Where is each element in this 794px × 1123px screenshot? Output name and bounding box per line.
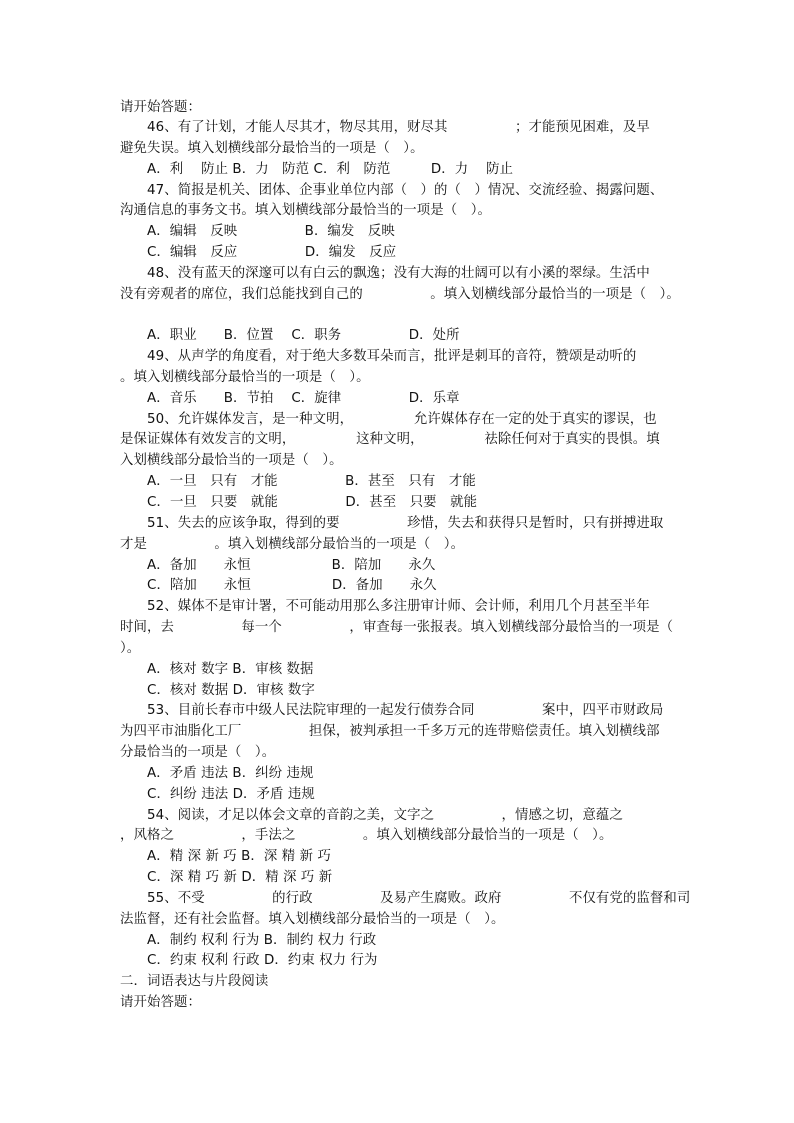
q50-line2: 是保证媒体有效发言的文明， 这种文明， 祛除任何对于真实的畏惧。填 <box>120 432 660 447</box>
q51-line1: 51、失去的应该争取，得到的要 珍惜，失去和获得只是暂时，只有拼搏进取 <box>147 516 664 531</box>
q53-line3: 分最恰当的一项是（ ）。 <box>120 745 276 760</box>
q52-options-cd: C．核对 数据 D．审核 数字 <box>147 683 315 698</box>
q54-options-ab: A．精 深 新 巧 B．深 精 新 巧 <box>147 849 331 864</box>
q52-line1: 52、媒体不是审计署，不可能动用那么多注册审计师、会计师，利用几个月甚至半年 <box>147 599 650 614</box>
q50-options-cd: C．一旦 只要 就能 D．甚至 只要 就能 <box>147 495 478 510</box>
q55-line2: 法监督，还有社会监督。填入划横线部分最恰当的一项是（ ）。 <box>120 912 505 927</box>
q55-options-ab: A．制约 权利 行为 B．制约 权力 行政 <box>147 933 377 948</box>
q50-line1: 50、允许媒体发言，是一种文明， 允许媒体存在一定的处于真实的谬误，也 <box>147 412 657 427</box>
q52-line2: 时间，去 每一个 ，审查每一张报表。填入划横线部分最恰当的一项是（ <box>120 620 674 635</box>
section-outro: 请开始答题： <box>120 995 201 1010</box>
q46-line2: 避免失误。填入划横线部分最恰当的一项是（ ）。 <box>120 141 424 156</box>
q49-line2: 。填入划横线部分最恰当的一项是（ ）。 <box>120 370 370 385</box>
q55-options-cd: C．约束 权利 行政 D．约束 权力 行为 <box>147 953 378 968</box>
q48-line1: 48、没有蓝天的深邃可以有白云的飘逸；没有大海的壮阔可以有小溪的翠绿。生活中 <box>147 266 650 281</box>
q53-line2: 为四平市油脂化工厂 担保，被判承担一千多万元的连带赔偿责任。填入划横线部 <box>120 724 660 739</box>
q48-line2: 没有旁观者的席位，我们总能找到自己的 。填入划横线部分最恰当的一项是（ ）。 <box>120 287 680 302</box>
q54-options-cd: C．深 精 巧 新 D．精 深 巧 新 <box>147 870 333 885</box>
q48-options: A．职业 B．位置 C．职务 D．处所 <box>147 328 460 343</box>
q47-line1: 47、简报是机关、团体、企事业单位内部（ ）的（ ）情况、交流经验、揭露问题、 <box>147 183 664 198</box>
q47-options-ab: A．编辑 反映 B．编发 反映 <box>147 224 395 239</box>
q51-options-ab: A．备加 永恒 B．陪加 永久 <box>147 558 436 573</box>
q51-line2: 才是 。填入划横线部分最恰当的一项是（ ）。 <box>120 537 465 552</box>
q46-options: A．利 防止 B．力 防范 C．利 防范 D．力 防止 <box>147 162 514 177</box>
section-intro: 请开始答题： <box>120 100 201 115</box>
q53-line1: 53、目前长春市中级人民法院审理的一起发行债券合同 案中，四平市财政局 <box>147 703 664 718</box>
q47-options-cd: C．编辑 反应 D．编发 反应 <box>147 245 397 260</box>
q51-options-cd: C．陪加 永恒 D．备加 永久 <box>147 578 437 593</box>
q50-options-ab: A．一旦 只有 才能 B．甚至 只有 才能 <box>147 474 476 489</box>
q54-line2: ，风格之 ，手法之 。填入划横线部分最恰当的一项是（ ）。 <box>120 828 613 843</box>
q53-options-ab: A．矛盾 违法 B．纠纷 违规 <box>147 766 314 781</box>
q49-options: A．音乐 B．节拍 C．旋律 D．乐章 <box>147 391 460 406</box>
section-heading: 二．词语表达与片段阅读 <box>120 974 269 989</box>
q52-options-ab: A．核对 数字 B．审核 数据 <box>147 662 314 677</box>
q54-line1: 54、阅读，才足以体会文章的音韵之美，文字之 ，情感之切，意蕴之 <box>147 808 623 823</box>
q50-line3: 入划横线部分最恰当的一项是（ ）。 <box>120 453 343 468</box>
q53-options-cd: C．纠纷 违法 D．矛盾 违规 <box>147 787 315 802</box>
q49-line1: 49、从声学的角度看，对于绝大多数耳朵而言，批评是刺耳的音符，赞颂是动听的 <box>147 349 637 364</box>
q47-line2: 沟通信息的事务文书。填入划横线部分最恰当的一项是（ ）。 <box>120 203 492 218</box>
q46-line1: 46、有了计划，才能人尽其才，物尽其用，财尽其 ；才能预见困难，及早 <box>147 120 650 135</box>
q55-line1: 55、不受 的行政 及易产生腐败。政府 不仅有党的监督和司 <box>147 891 691 906</box>
q52-line3: ）。 <box>120 641 141 656</box>
